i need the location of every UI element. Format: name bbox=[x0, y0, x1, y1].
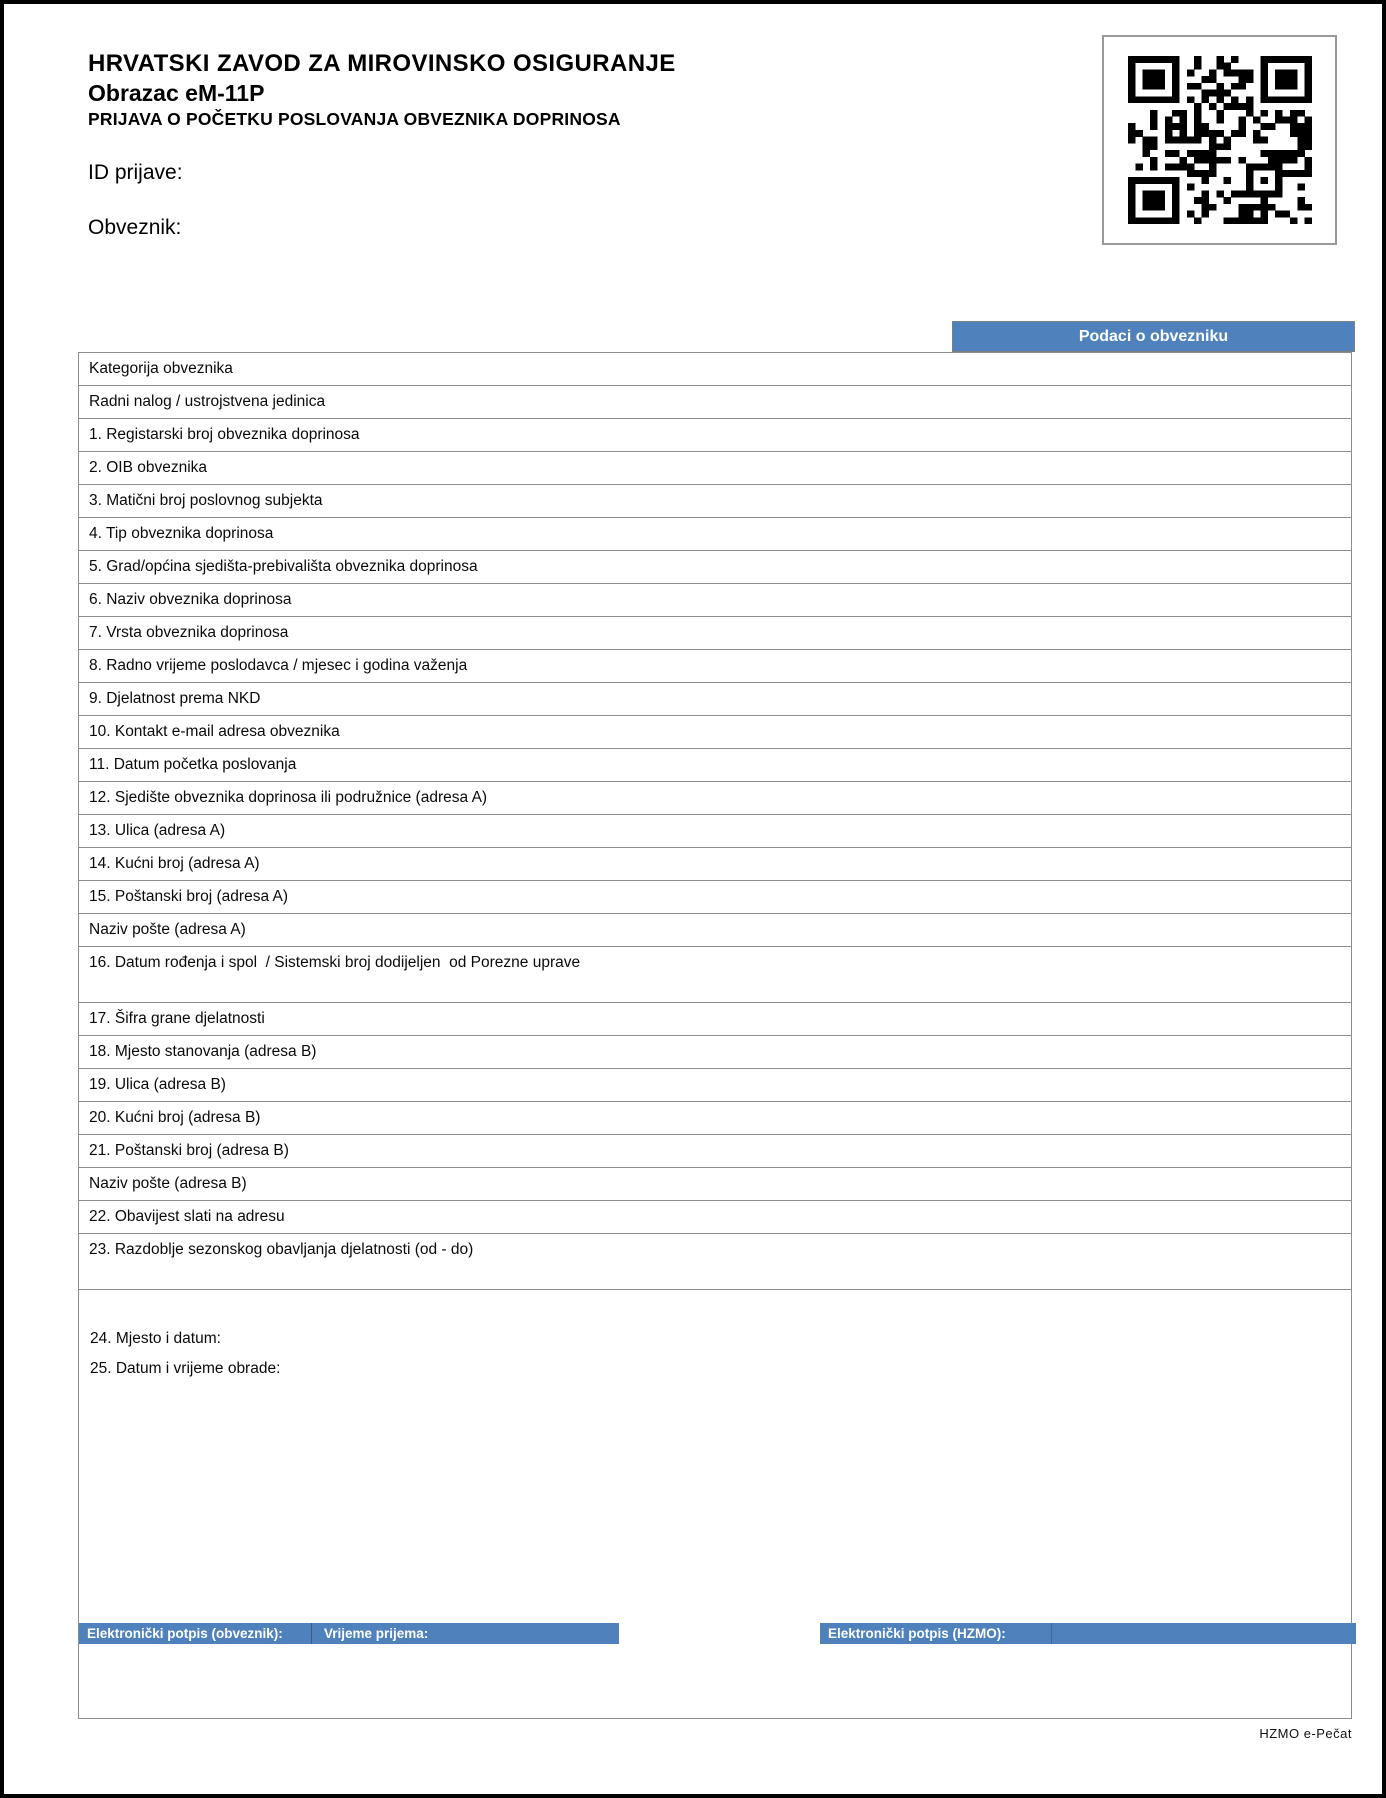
table-row: 21. Poštanski broj (adresa B) bbox=[79, 1135, 1351, 1168]
table-row: 13. Ulica (adresa A) bbox=[79, 815, 1351, 848]
table-row: 12. Sjedište obveznika doprinosa ili podružnice (adresa A) bbox=[79, 782, 1351, 815]
table-row: 10. Kontakt e-mail adresa obveznika bbox=[79, 716, 1351, 749]
table-row: 7. Vrsta obveznika doprinosa bbox=[79, 617, 1351, 650]
table-row: 8. Radno vrijeme poslodavca / mjesec i godina važenja bbox=[79, 650, 1351, 683]
id-prijave-label: ID prijave: bbox=[88, 161, 183, 184]
obveznik-table bbox=[78, 352, 1352, 1719]
qr-code bbox=[1102, 35, 1337, 245]
table-row: 23. Razdoblje sezonskog obavljanja djelatnosti (od - do) bbox=[79, 1234, 1351, 1290]
table-row: 5. Grad/općina sjedišta-prebivališta obveznika doprinosa bbox=[79, 551, 1351, 584]
form-title: PRIJAVA O POČETKU POSLOVANJA OBVEZNIKA DOPRINOSA bbox=[88, 109, 621, 129]
signature-bar-hzmo bbox=[820, 1623, 1356, 1644]
table-row: 15. Poštanski broj (adresa A) bbox=[79, 881, 1351, 914]
table-row: 3. Matični broj poslovnog subjekta bbox=[79, 485, 1351, 518]
table-row: 22. Obavijest slati na adresu bbox=[79, 1201, 1351, 1234]
vrijeme-prijema-label: Vrijeme prijema: bbox=[324, 1626, 429, 1641]
table-row: 1. Registarski broj obveznika doprinosa bbox=[79, 419, 1351, 452]
table-row: 14. Kućni broj (adresa A) bbox=[79, 848, 1351, 881]
table-row: 16. Datum rođenja i spol / Sistemski broj dodijeljen od Porezne uprave bbox=[79, 947, 1351, 1003]
table-row: Naziv pošte (adresa B) bbox=[79, 1168, 1351, 1201]
table-row: Radni nalog / ustrojstvena jedinica bbox=[79, 386, 1351, 419]
obveznik-label: Obveznik: bbox=[88, 216, 182, 239]
form-code: Obrazac eM-11P bbox=[88, 80, 265, 106]
bottom-section bbox=[79, 1290, 1351, 1718]
hzmo-epecat-label: HZMO e-Pečat bbox=[1259, 1726, 1352, 1741]
org-title: HRVATSKI ZAVOD ZA MIROVINSKO OSIGURANJE bbox=[88, 50, 676, 77]
table-row: 6. Naziv obveznika doprinosa bbox=[79, 584, 1351, 617]
datum-obrade-label: 25. Datum i vrijeme obrade: bbox=[90, 1360, 281, 1377]
table-row: 2. OIB obveznika bbox=[79, 452, 1351, 485]
table-row: 9. Djelatnost prema NKD bbox=[79, 683, 1351, 716]
table-row: Naziv pošte (adresa A) bbox=[79, 914, 1351, 947]
signature-bar-obveznik bbox=[79, 1623, 619, 1644]
sig-hzmo-label: Elektronički potpis (HZMO): bbox=[820, 1623, 1052, 1644]
table-row: 11. Datum početka poslovanja bbox=[79, 749, 1351, 782]
mjesto-datum-label: 24. Mjesto i datum: bbox=[90, 1330, 221, 1347]
section-header-podaci: Podaci o obvezniku bbox=[952, 321, 1355, 352]
table-row: 19. Ulica (adresa B) bbox=[79, 1069, 1351, 1102]
table-row: 18. Mjesto stanovanja (adresa B) bbox=[79, 1036, 1351, 1069]
table-row: Kategorija obveznika bbox=[79, 353, 1351, 386]
table-row: 4. Tip obveznika doprinosa bbox=[79, 518, 1351, 551]
sig-hzmo-empty-cell bbox=[1052, 1623, 1356, 1644]
table-row: 20. Kućni broj (adresa B) bbox=[79, 1102, 1351, 1135]
sig-obveznik-label: Elektronički potpis (obveznik): bbox=[79, 1623, 312, 1644]
table-row: 17. Šifra grane djelatnosti bbox=[79, 1003, 1351, 1036]
